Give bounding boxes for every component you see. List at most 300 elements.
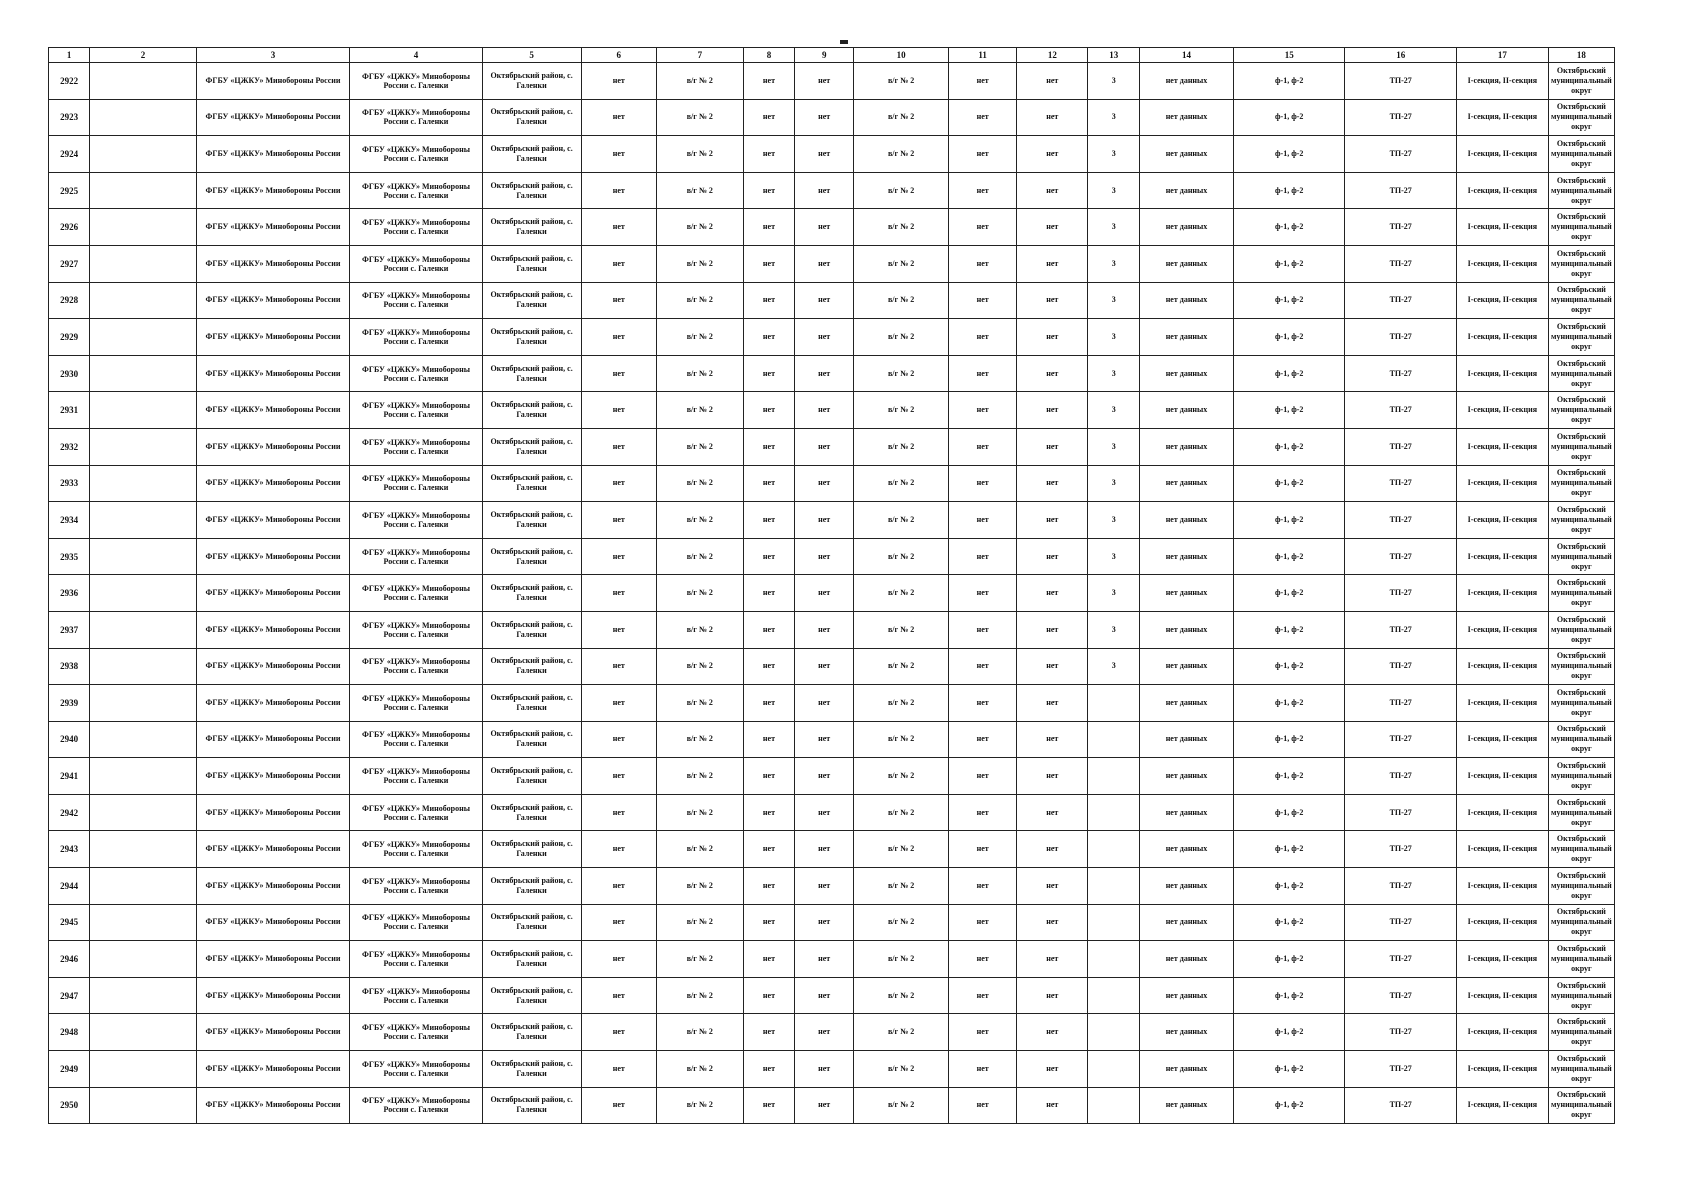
cell-sections: I-секция, II-секция: [1456, 319, 1548, 356]
cell-col-8: нет: [743, 794, 795, 831]
cell-col-9: нет: [795, 721, 854, 758]
cell-owner-details: ФГБУ «ЦЖКУ» Минобороны России с. Галенки: [350, 136, 482, 173]
column-header-16: 16: [1345, 48, 1456, 63]
cell-object-2: в/г № 2: [854, 319, 949, 356]
table-row: [49, 99, 1615, 136]
cell-col-12: нет: [1017, 941, 1088, 978]
cell-object-2: в/г № 2: [854, 685, 949, 722]
cell-col-12: нет: [1017, 538, 1088, 575]
cell-municipality: Октябрьский муниципальный округ: [1548, 63, 1614, 100]
cell-object-1: в/г № 2: [656, 282, 743, 319]
cell-data-status: нет данных: [1140, 245, 1234, 282]
cell-col-8: нет: [743, 428, 795, 465]
cell-sections: I-секция, II-секция: [1456, 136, 1548, 173]
cell-row-number: 2930: [49, 355, 90, 392]
cell-col-2: [90, 1014, 196, 1051]
column-header-9: 9: [795, 48, 854, 63]
cell-sections: I-секция, II-секция: [1456, 648, 1548, 685]
cell-col-8: нет: [743, 172, 795, 209]
cell-col-2: [90, 282, 196, 319]
cell-owner-details: ФГБУ «ЦЖКУ» Минобороны России с. Галенки: [350, 99, 482, 136]
cell-col-2: [90, 319, 196, 356]
cell-col-12: нет: [1017, 1014, 1088, 1051]
table-row: [49, 319, 1615, 356]
cell-object-2: в/г № 2: [854, 977, 949, 1014]
cell-col-6: нет: [581, 685, 656, 722]
cell-data-status: нет данных: [1140, 941, 1234, 978]
cell-object-2: в/г № 2: [854, 502, 949, 539]
cell-col-12: нет: [1017, 758, 1088, 795]
cell-col-9: нет: [795, 1014, 854, 1051]
cell-col-9: нет: [795, 941, 854, 978]
cell-substation: ТП-27: [1345, 136, 1456, 173]
cell-municipality: Октябрьский муниципальный округ: [1548, 1051, 1614, 1088]
column-header-13: 13: [1088, 48, 1140, 63]
cell-col-8: нет: [743, 685, 795, 722]
column-header-2: 2: [90, 48, 196, 63]
cell-row-number: 2928: [49, 282, 90, 319]
cell-feeders: ф-1, ф-2: [1233, 611, 1344, 648]
cell-col-13: 3: [1088, 502, 1140, 539]
cell-address: Октябрьский район, с. Галенки: [482, 282, 581, 319]
cell-col-9: нет: [795, 904, 854, 941]
cell-object-1: в/г № 2: [656, 136, 743, 173]
cell-object-2: в/г № 2: [854, 428, 949, 465]
cell-owner-details: ФГБУ «ЦЖКУ» Минобороны России с. Галенки: [350, 685, 482, 722]
cell-data-status: нет данных: [1140, 538, 1234, 575]
cell-col-6: нет: [581, 136, 656, 173]
cell-object-1: в/г № 2: [656, 1051, 743, 1088]
cell-address: Октябрьский район, с. Галенки: [482, 355, 581, 392]
cell-col-12: нет: [1017, 685, 1088, 722]
cell-data-status: нет данных: [1140, 685, 1234, 722]
cell-sections: I-секция, II-секция: [1456, 941, 1548, 978]
cell-data-status: нет данных: [1140, 465, 1234, 502]
cell-data-status: нет данных: [1140, 758, 1234, 795]
cell-col-2: [90, 136, 196, 173]
cell-col-9: нет: [795, 136, 854, 173]
cell-col-11: нет: [949, 209, 1017, 246]
cell-col-9: нет: [795, 172, 854, 209]
cell-organization: ФГБУ «ЦЖКУ» Минобороны России: [196, 831, 350, 868]
cell-substation: ТП-27: [1345, 831, 1456, 868]
table-row: [49, 941, 1615, 978]
cell-col-13: [1088, 794, 1140, 831]
cell-organization: ФГБУ «ЦЖКУ» Минобороны России: [196, 136, 350, 173]
cell-address: Октябрьский район, с. Галенки: [482, 136, 581, 173]
cell-col-13: [1088, 977, 1140, 1014]
cell-object-1: в/г № 2: [656, 172, 743, 209]
cell-owner-details: ФГБУ «ЦЖКУ» Минобороны России с. Галенки: [350, 611, 482, 648]
cell-col-13: 3: [1088, 611, 1140, 648]
cell-col-13: 3: [1088, 172, 1140, 209]
cell-object-2: в/г № 2: [854, 63, 949, 100]
cell-col-2: [90, 99, 196, 136]
cell-col-11: нет: [949, 63, 1017, 100]
cell-col-6: нет: [581, 831, 656, 868]
cell-col-9: нет: [795, 977, 854, 1014]
cell-col-13: 3: [1088, 392, 1140, 429]
column-header-1: 1: [49, 48, 90, 63]
cell-col-2: [90, 794, 196, 831]
cell-object-2: в/г № 2: [854, 1014, 949, 1051]
cell-sections: I-секция, II-секция: [1456, 1014, 1548, 1051]
table-row: [49, 1051, 1615, 1088]
cell-row-number: 2927: [49, 245, 90, 282]
cell-address: Октябрьский район, с. Галенки: [482, 648, 581, 685]
cell-col-11: нет: [949, 685, 1017, 722]
cell-col-11: нет: [949, 758, 1017, 795]
cell-object-2: в/г № 2: [854, 1087, 949, 1124]
cell-col-12: нет: [1017, 721, 1088, 758]
column-header-7: 7: [656, 48, 743, 63]
cell-owner-details: ФГБУ «ЦЖКУ» Минобороны России с. Галенки: [350, 721, 482, 758]
cell-sections: I-секция, II-секция: [1456, 831, 1548, 868]
cell-row-number: 2943: [49, 831, 90, 868]
cell-row-number: 2938: [49, 648, 90, 685]
cell-substation: ТП-27: [1345, 282, 1456, 319]
table-row: [49, 1087, 1615, 1124]
cell-col-9: нет: [795, 99, 854, 136]
cell-organization: ФГБУ «ЦЖКУ» Минобороны России: [196, 1051, 350, 1088]
cell-col-9: нет: [795, 648, 854, 685]
cell-object-1: в/г № 2: [656, 721, 743, 758]
cell-col-12: нет: [1017, 136, 1088, 173]
cell-feeders: ф-1, ф-2: [1233, 392, 1344, 429]
cell-substation: ТП-27: [1345, 611, 1456, 648]
cell-col-8: нет: [743, 868, 795, 905]
cell-col-11: нет: [949, 282, 1017, 319]
cell-row-number: 2923: [49, 99, 90, 136]
table-row: [49, 172, 1615, 209]
cell-feeders: ф-1, ф-2: [1233, 465, 1344, 502]
cell-row-number: 2944: [49, 868, 90, 905]
cell-municipality: Октябрьский муниципальный округ: [1548, 136, 1614, 173]
cell-object-2: в/г № 2: [854, 1051, 949, 1088]
cell-col-8: нет: [743, 63, 795, 100]
cell-col-9: нет: [795, 392, 854, 429]
cell-col-8: нет: [743, 319, 795, 356]
cell-object-1: в/г № 2: [656, 831, 743, 868]
cell-col-9: нет: [795, 611, 854, 648]
cell-object-1: в/г № 2: [656, 941, 743, 978]
cell-col-9: нет: [795, 794, 854, 831]
cell-col-2: [90, 721, 196, 758]
cell-feeders: ф-1, ф-2: [1233, 831, 1344, 868]
column-header-3: 3: [196, 48, 350, 63]
cell-col-6: нет: [581, 611, 656, 648]
cell-municipality: Октябрьский муниципальный округ: [1548, 99, 1614, 136]
cell-object-2: в/г № 2: [854, 575, 949, 612]
cell-organization: ФГБУ «ЦЖКУ» Минобороны России: [196, 1014, 350, 1051]
cell-col-8: нет: [743, 282, 795, 319]
cell-substation: ТП-27: [1345, 99, 1456, 136]
cell-organization: ФГБУ «ЦЖКУ» Минобороны России: [196, 1087, 350, 1124]
cell-owner-details: ФГБУ «ЦЖКУ» Минобороны России с. Галенки: [350, 428, 482, 465]
cell-address: Октябрьский район, с. Галенки: [482, 538, 581, 575]
column-header-4: 4: [350, 48, 482, 63]
cell-col-6: нет: [581, 941, 656, 978]
table-row: [49, 648, 1615, 685]
cell-col-2: [90, 538, 196, 575]
cell-organization: ФГБУ «ЦЖКУ» Минобороны России: [196, 245, 350, 282]
cell-col-11: нет: [949, 904, 1017, 941]
cell-col-9: нет: [795, 282, 854, 319]
cell-col-6: нет: [581, 392, 656, 429]
cell-col-2: [90, 172, 196, 209]
cell-col-9: нет: [795, 1087, 854, 1124]
cell-col-13: 3: [1088, 63, 1140, 100]
cell-municipality: Октябрьский муниципальный округ: [1548, 1087, 1614, 1124]
cell-col-6: нет: [581, 538, 656, 575]
cell-row-number: 2933: [49, 465, 90, 502]
cell-address: Октябрьский район, с. Галенки: [482, 831, 581, 868]
cell-object-2: в/г № 2: [854, 392, 949, 429]
cell-organization: ФГБУ «ЦЖКУ» Минобороны России: [196, 941, 350, 978]
cell-owner-details: ФГБУ «ЦЖКУ» Минобороны России с. Галенки: [350, 538, 482, 575]
cell-col-8: нет: [743, 99, 795, 136]
cell-sections: I-секция, II-секция: [1456, 282, 1548, 319]
cell-col-11: нет: [949, 172, 1017, 209]
cell-feeders: ф-1, ф-2: [1233, 1087, 1344, 1124]
cell-col-11: нет: [949, 465, 1017, 502]
cell-data-status: нет данных: [1140, 648, 1234, 685]
cell-object-2: в/г № 2: [854, 99, 949, 136]
cell-col-8: нет: [743, 245, 795, 282]
cell-col-11: нет: [949, 1014, 1017, 1051]
cell-feeders: ф-1, ф-2: [1233, 941, 1344, 978]
cell-col-8: нет: [743, 721, 795, 758]
cell-address: Октябрьский район, с. Галенки: [482, 977, 581, 1014]
cell-data-status: нет данных: [1140, 1014, 1234, 1051]
cell-owner-details: ФГБУ «ЦЖКУ» Минобороны России с. Галенки: [350, 1051, 482, 1088]
cell-col-12: нет: [1017, 465, 1088, 502]
cell-object-2: в/г № 2: [854, 904, 949, 941]
cell-object-2: в/г № 2: [854, 611, 949, 648]
cell-col-12: нет: [1017, 831, 1088, 868]
cell-object-1: в/г № 2: [656, 392, 743, 429]
cell-municipality: Октябрьский муниципальный округ: [1548, 941, 1614, 978]
cell-substation: ТП-27: [1345, 1087, 1456, 1124]
cell-data-status: нет данных: [1140, 575, 1234, 612]
cell-col-13: [1088, 1087, 1140, 1124]
table-row: [49, 1014, 1615, 1051]
cell-sections: I-секция, II-секция: [1456, 685, 1548, 722]
cell-substation: ТП-27: [1345, 245, 1456, 282]
cell-col-11: нет: [949, 355, 1017, 392]
cell-sections: I-секция, II-секция: [1456, 502, 1548, 539]
cell-feeders: ф-1, ф-2: [1233, 428, 1344, 465]
table-row: [49, 282, 1615, 319]
cell-col-6: нет: [581, 575, 656, 612]
cell-row-number: 2937: [49, 611, 90, 648]
cell-feeders: ф-1, ф-2: [1233, 648, 1344, 685]
table-row: [49, 428, 1615, 465]
registry-table: [48, 47, 1615, 1124]
cell-substation: ТП-27: [1345, 209, 1456, 246]
cell-col-13: 3: [1088, 136, 1140, 173]
cell-organization: ФГБУ «ЦЖКУ» Минобороны России: [196, 685, 350, 722]
cell-col-12: нет: [1017, 1087, 1088, 1124]
cell-col-13: 3: [1088, 282, 1140, 319]
cell-sections: I-секция, II-секция: [1456, 868, 1548, 905]
cell-row-number: 2929: [49, 319, 90, 356]
cell-municipality: Октябрьский муниципальный округ: [1548, 465, 1614, 502]
cell-col-2: [90, 611, 196, 648]
cell-municipality: Октябрьский муниципальный округ: [1548, 648, 1614, 685]
column-header-18: 18: [1548, 48, 1614, 63]
cell-col-6: нет: [581, 1051, 656, 1088]
cell-data-status: нет данных: [1140, 1087, 1234, 1124]
cell-address: Октябрьский район, с. Галенки: [482, 245, 581, 282]
cell-object-1: в/г № 2: [656, 758, 743, 795]
cell-municipality: Октябрьский муниципальный округ: [1548, 355, 1614, 392]
cell-object-1: в/г № 2: [656, 63, 743, 100]
cell-col-2: [90, 428, 196, 465]
cell-data-status: нет данных: [1140, 904, 1234, 941]
table-row: [49, 136, 1615, 173]
cell-data-status: нет данных: [1140, 209, 1234, 246]
cell-municipality: Октябрьский муниципальный округ: [1548, 721, 1614, 758]
cell-col-11: нет: [949, 941, 1017, 978]
cell-col-9: нет: [795, 319, 854, 356]
cell-col-6: нет: [581, 1087, 656, 1124]
cell-col-12: нет: [1017, 868, 1088, 905]
cell-col-8: нет: [743, 1014, 795, 1051]
cell-owner-details: ФГБУ «ЦЖКУ» Минобороны России с. Галенки: [350, 63, 482, 100]
cell-col-12: нет: [1017, 794, 1088, 831]
cell-data-status: нет данных: [1140, 319, 1234, 356]
cell-feeders: ф-1, ф-2: [1233, 538, 1344, 575]
cell-col-6: нет: [581, 63, 656, 100]
cell-col-9: нет: [795, 355, 854, 392]
cell-col-2: [90, 245, 196, 282]
cell-object-1: в/г № 2: [656, 502, 743, 539]
cell-col-9: нет: [795, 575, 854, 612]
table-row: [49, 209, 1615, 246]
cell-object-2: в/г № 2: [854, 794, 949, 831]
cell-col-13: 3: [1088, 355, 1140, 392]
cell-object-2: в/г № 2: [854, 172, 949, 209]
cell-col-8: нет: [743, 648, 795, 685]
column-header-12: 12: [1017, 48, 1088, 63]
cell-col-2: [90, 575, 196, 612]
cell-data-status: нет данных: [1140, 172, 1234, 209]
cell-object-2: в/г № 2: [854, 245, 949, 282]
cell-feeders: ф-1, ф-2: [1233, 282, 1344, 319]
table-body: [49, 63, 1615, 1124]
table-row: [49, 63, 1615, 100]
cell-col-6: нет: [581, 355, 656, 392]
cell-sections: I-секция, II-секция: [1456, 611, 1548, 648]
cell-owner-details: ФГБУ «ЦЖКУ» Минобороны России с. Галенки: [350, 172, 482, 209]
cell-owner-details: ФГБУ «ЦЖКУ» Минобороны России с. Галенки: [350, 575, 482, 612]
cell-col-2: [90, 355, 196, 392]
cell-substation: ТП-27: [1345, 63, 1456, 100]
cell-substation: ТП-27: [1345, 648, 1456, 685]
cell-address: Октябрьский район, с. Галенки: [482, 1014, 581, 1051]
cell-object-1: в/г № 2: [656, 1087, 743, 1124]
cell-municipality: Октябрьский муниципальный округ: [1548, 245, 1614, 282]
cell-sections: I-секция, II-секция: [1456, 977, 1548, 1014]
cell-col-2: [90, 1051, 196, 1088]
cell-object-2: в/г № 2: [854, 721, 949, 758]
cell-col-6: нет: [581, 904, 656, 941]
cell-col-8: нет: [743, 941, 795, 978]
table-row: [49, 502, 1615, 539]
column-header-10: 10: [854, 48, 949, 63]
cell-col-6: нет: [581, 465, 656, 502]
cell-object-2: в/г № 2: [854, 758, 949, 795]
cell-feeders: ф-1, ф-2: [1233, 904, 1344, 941]
cell-feeders: ф-1, ф-2: [1233, 1014, 1344, 1051]
cell-address: Октябрьский район, с. Галенки: [482, 1051, 581, 1088]
cell-col-13: 3: [1088, 428, 1140, 465]
cell-sections: I-секция, II-секция: [1456, 392, 1548, 429]
cell-col-11: нет: [949, 575, 1017, 612]
cell-substation: ТП-27: [1345, 465, 1456, 502]
cell-col-8: нет: [743, 355, 795, 392]
cell-col-12: нет: [1017, 977, 1088, 1014]
cell-organization: ФГБУ «ЦЖКУ» Минобороны России: [196, 209, 350, 246]
cell-address: Октябрьский район, с. Галенки: [482, 794, 581, 831]
cell-substation: ТП-27: [1345, 904, 1456, 941]
cell-organization: ФГБУ «ЦЖКУ» Минобороны России: [196, 502, 350, 539]
cell-col-6: нет: [581, 282, 656, 319]
cell-col-2: [90, 648, 196, 685]
cell-organization: ФГБУ «ЦЖКУ» Минобороны России: [196, 758, 350, 795]
cell-col-13: 3: [1088, 648, 1140, 685]
cell-feeders: ф-1, ф-2: [1233, 136, 1344, 173]
cell-municipality: Октябрьский муниципальный округ: [1548, 611, 1614, 648]
cell-organization: ФГБУ «ЦЖКУ» Минобороны России: [196, 575, 350, 612]
cell-municipality: Октябрьский муниципальный округ: [1548, 831, 1614, 868]
cell-col-6: нет: [581, 502, 656, 539]
cell-col-8: нет: [743, 136, 795, 173]
cell-col-11: нет: [949, 502, 1017, 539]
cell-sections: I-секция, II-секция: [1456, 1087, 1548, 1124]
cell-col-13: [1088, 904, 1140, 941]
cell-substation: ТП-27: [1345, 392, 1456, 429]
cell-col-13: 3: [1088, 575, 1140, 612]
cell-substation: ТП-27: [1345, 172, 1456, 209]
cell-object-2: в/г № 2: [854, 355, 949, 392]
cell-data-status: нет данных: [1140, 355, 1234, 392]
cell-col-12: нет: [1017, 428, 1088, 465]
column-header-14: 14: [1140, 48, 1234, 63]
cell-object-1: в/г № 2: [656, 794, 743, 831]
cell-object-1: в/г № 2: [656, 355, 743, 392]
cell-substation: ТП-27: [1345, 538, 1456, 575]
cell-row-number: 2942: [49, 794, 90, 831]
cell-col-8: нет: [743, 538, 795, 575]
column-header-8: 8: [743, 48, 795, 63]
cell-col-11: нет: [949, 136, 1017, 173]
cell-row-number: 2945: [49, 904, 90, 941]
cell-col-11: нет: [949, 245, 1017, 282]
cell-col-8: нет: [743, 209, 795, 246]
cell-sections: I-секция, II-секция: [1456, 63, 1548, 100]
cell-col-2: [90, 868, 196, 905]
cell-object-1: в/г № 2: [656, 428, 743, 465]
cell-object-1: в/г № 2: [656, 538, 743, 575]
cell-col-12: нет: [1017, 282, 1088, 319]
cell-feeders: ф-1, ф-2: [1233, 209, 1344, 246]
cell-organization: ФГБУ «ЦЖКУ» Минобороны России: [196, 172, 350, 209]
cell-col-6: нет: [581, 245, 656, 282]
cell-data-status: нет данных: [1140, 977, 1234, 1014]
cell-data-status: нет данных: [1140, 611, 1234, 648]
